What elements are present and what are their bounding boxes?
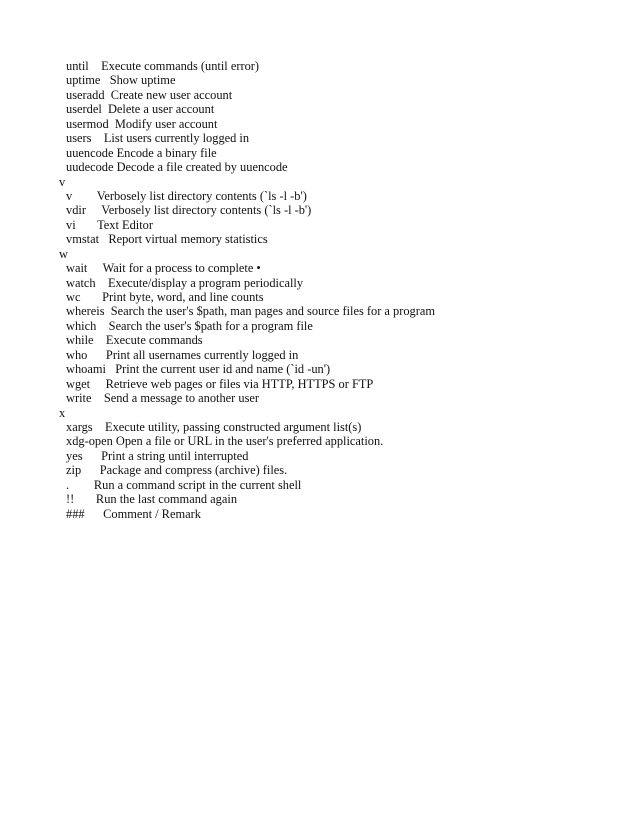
command-entry-vdir: vdir Verbosely list directory contents (`ls -l -b'): [66, 203, 312, 218]
command-entry-dot: . Run a command script in the current shell: [66, 477, 302, 492]
command-entry-whereis: whereis Search the user's $path, man pages and source files for a program: [66, 304, 436, 319]
command-entry-useradd: useradd Create new user account: [66, 87, 233, 102]
command-entry-while: while Execute commands: [66, 333, 203, 348]
command-entry-v: v Verbosely list directory contents (`ls -l -b'): [66, 188, 307, 203]
command-entry-uuencode: uuencode Encode a binary file: [66, 145, 217, 160]
command-entry-write: write Send a message to another user: [66, 391, 260, 406]
section-letter-w: w: [59, 246, 68, 261]
command-entry-uptime: uptime Show uptime: [66, 73, 176, 88]
command-entry-uudecode: uudecode Decode a file created by uuencode: [66, 160, 288, 175]
command-entry-usermod: usermod Modify user account: [66, 116, 218, 131]
command-entry-xargs: xargs Execute utility, passing constructed argument list(s): [66, 419, 362, 434]
section-letter-x: x: [59, 405, 66, 420]
command-entry-wait: wait Wait for a process to complete •: [66, 261, 261, 276]
command-entry-zip: zip Package and compress (archive) files.: [66, 463, 288, 478]
command-entry-wget: wget Retrieve web pages or files via HTTP, HTTPS or FTP: [66, 376, 374, 391]
command-entry-who: who Print all usernames currently logged in: [66, 347, 299, 362]
command-entry-xdg-open: xdg-open Open a file or URL in the user's preferred application.: [66, 434, 384, 449]
command-entry-whoami: whoami Print the current user id and name (`id -un'): [66, 362, 331, 377]
command-entry-which: which Search the user's $path for a program file: [66, 318, 313, 333]
command-entry-wc: wc Print byte, word, and line counts: [66, 290, 264, 304]
command-entry-users: users List users currently logged in: [66, 131, 250, 146]
command-entry-comment: ### Comment / Remark: [66, 506, 201, 521]
command-entry-until: until Execute commands (until error): [66, 59, 260, 73]
command-entry-bang-bang: !! Run the last command again: [66, 492, 238, 507]
section-letter-v: v: [59, 174, 66, 189]
command-entry-vi: vi Text Editor: [66, 217, 154, 232]
command-entry-userdel: userdel Delete a user account: [66, 102, 215, 117]
command-entry-vmstat: vmstat Report virtual memory statistics: [66, 232, 268, 247]
command-entry-watch: watch Execute/display a program periodically: [66, 275, 304, 290]
command-list: [0, 59, 638, 521]
command-entry-yes: yes Print a string until interrupted: [66, 448, 249, 463]
